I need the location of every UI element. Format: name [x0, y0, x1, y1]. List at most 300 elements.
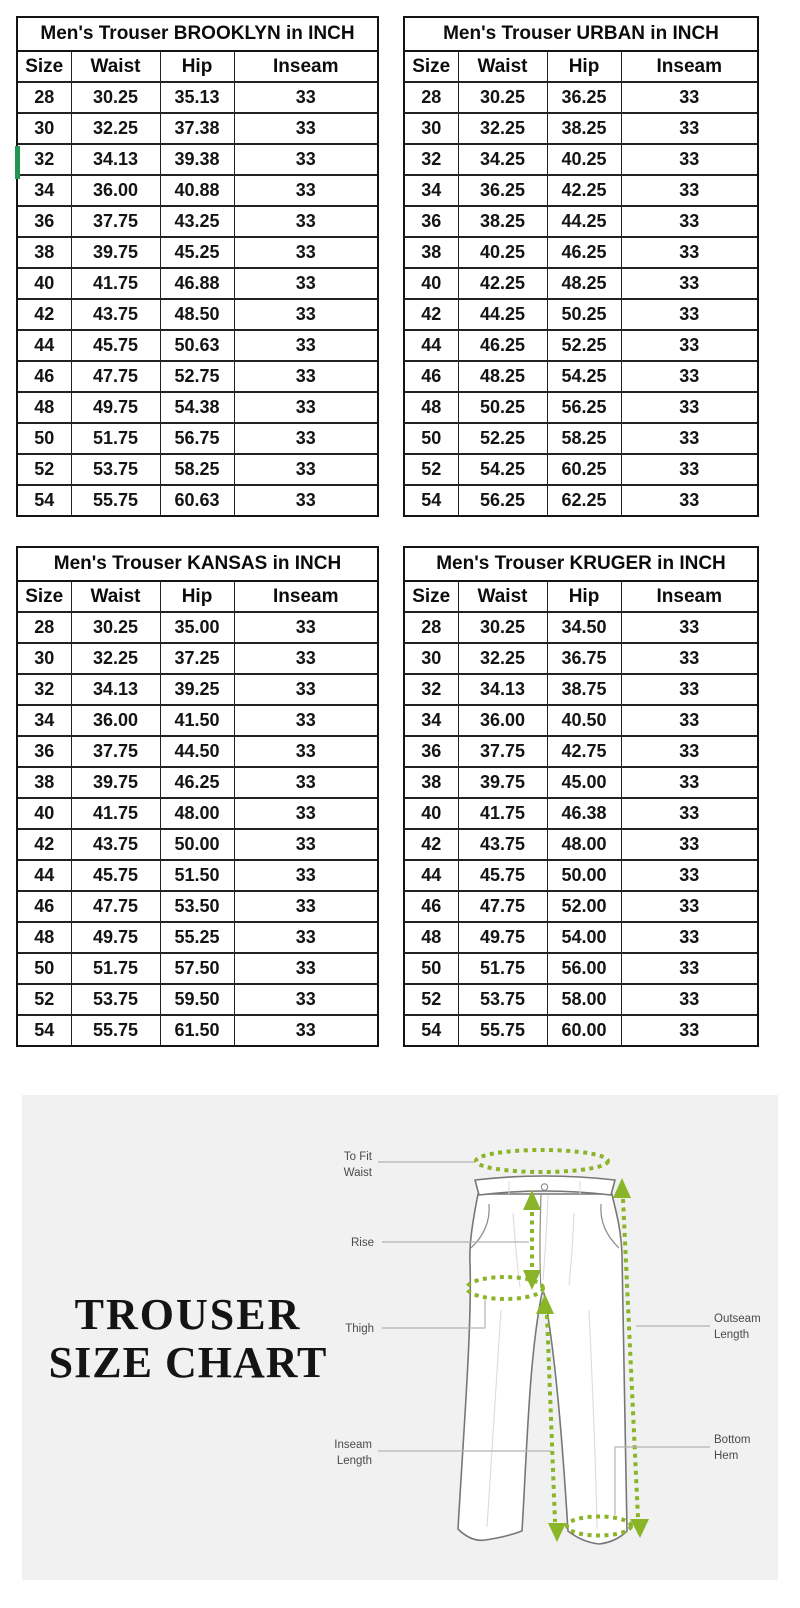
table-cell: 37.75 — [71, 206, 160, 237]
table-cell: 34 — [18, 705, 71, 736]
table-cell: 50.63 — [160, 330, 234, 361]
header-row — [405, 52, 757, 82]
table-row — [405, 860, 757, 891]
table-cell: 38 — [405, 237, 458, 268]
table-cell: 42.25 — [458, 268, 547, 299]
table-cell: 46.38 — [547, 798, 621, 829]
table-cell: 35.13 — [160, 82, 234, 113]
table-cell: 60.25 — [547, 454, 621, 485]
label-inseam-length: Length — [336, 1455, 372, 1467]
table-row — [405, 891, 757, 922]
table-cell: 51.75 — [458, 953, 547, 984]
table-cell: 33 — [234, 891, 377, 922]
table-cell: 44.25 — [547, 206, 621, 237]
table-row — [405, 206, 757, 237]
table-cell: 33 — [234, 175, 377, 206]
trouser-measurement-illustration — [22, 1095, 778, 1580]
table-row — [18, 454, 377, 485]
table-cell: 33 — [621, 984, 757, 1015]
table-row — [18, 1015, 377, 1045]
table-cell: 32 — [18, 674, 71, 705]
column-header: Size — [412, 55, 451, 77]
column-header: Waist — [71, 582, 160, 612]
table-cell: 30 — [405, 643, 458, 674]
table-cell: 58.25 — [160, 454, 234, 485]
table-row — [405, 82, 757, 113]
table-cell: 33 — [234, 454, 377, 485]
table-cell: 32.25 — [458, 643, 547, 674]
table-cell: 33 — [234, 1015, 377, 1045]
table-cell: 53.75 — [458, 984, 547, 1015]
table-cell: 33 — [621, 767, 757, 798]
table-cell: 38 — [18, 767, 71, 798]
table-cell: 33 — [621, 237, 757, 268]
table-cell: 56.75 — [160, 423, 234, 454]
table-row — [18, 206, 377, 237]
table-cell: 28 — [18, 82, 71, 113]
table-cell: 28 — [405, 82, 458, 113]
table-cell: 39.25 — [160, 674, 234, 705]
table-cell: 33 — [621, 361, 757, 392]
column-header: Inseam — [234, 582, 377, 612]
table-cell: 46 — [18, 361, 71, 392]
table-row — [405, 330, 757, 361]
table-cell: 32 — [405, 144, 458, 175]
table-row — [18, 953, 377, 984]
header-row — [18, 582, 377, 612]
table-cell: 48.25 — [458, 361, 547, 392]
table-row — [405, 392, 757, 423]
table-cell: 36.25 — [458, 175, 547, 206]
table-cell: 33 — [234, 612, 377, 643]
measurement-diagram-panel — [22, 1095, 778, 1580]
table-cell: 44 — [18, 330, 71, 361]
table-cell: 33 — [621, 82, 757, 113]
table-cell: 33 — [621, 953, 757, 984]
table-row — [18, 891, 377, 922]
table-cell: 36.25 — [547, 82, 621, 113]
table-row — [18, 330, 377, 361]
table-cell: 46.88 — [160, 268, 234, 299]
size-table-kansas — [16, 546, 379, 1047]
table-row — [405, 175, 757, 206]
table-cell: 56.25 — [547, 392, 621, 423]
table-cell: 34.13 — [71, 674, 160, 705]
table-cell: 45.00 — [547, 767, 621, 798]
table-cell: 33 — [621, 891, 757, 922]
table-cell: 36 — [18, 736, 71, 767]
table-cell: 49.75 — [71, 392, 160, 423]
table-row — [405, 361, 757, 392]
table-cell: 53.75 — [71, 984, 160, 1015]
table-cell: 36 — [405, 206, 458, 237]
table-cell: 47.75 — [458, 891, 547, 922]
table-row — [405, 767, 757, 798]
table-cell: 55.75 — [458, 1015, 547, 1045]
table-row — [405, 705, 757, 736]
table-cell: 33 — [234, 643, 377, 674]
table-cell: 52.25 — [547, 330, 621, 361]
table-cell: 32.25 — [71, 643, 160, 674]
table-row — [405, 485, 757, 515]
table-cell: 57.50 — [160, 953, 234, 984]
label-rise: Rise — [350, 1237, 374, 1249]
table-cell: 37.25 — [160, 643, 234, 674]
table-cell: 45.25 — [160, 237, 234, 268]
table-cell: 40.25 — [547, 144, 621, 175]
table-cell: 33 — [621, 113, 757, 144]
table-cell: 50.25 — [458, 392, 547, 423]
table-cell: 48 — [405, 392, 458, 423]
table-cell: 58.25 — [547, 423, 621, 454]
table-cell: 36.00 — [71, 175, 160, 206]
table-cell: 51.75 — [71, 953, 160, 984]
table-row — [18, 612, 377, 643]
table-cell: 52.75 — [160, 361, 234, 392]
table-cell: 60.00 — [547, 1015, 621, 1045]
table-row — [405, 643, 757, 674]
bottom-hem-connector — [615, 1447, 710, 1515]
table-cell: 43.75 — [71, 829, 160, 860]
table-title: Men's Trouser BROOKLYN in INCH — [18, 18, 377, 52]
table-cell: 39.75 — [458, 767, 547, 798]
table-cell: 33 — [621, 736, 757, 767]
table-cell: 33 — [621, 144, 757, 175]
table-row — [18, 423, 377, 454]
table-cell: 47.75 — [71, 891, 160, 922]
column-header: Size — [412, 585, 451, 607]
table-cell: 45.75 — [71, 330, 160, 361]
table-row — [18, 485, 377, 515]
table-cell: 33 — [234, 798, 377, 829]
table-row — [18, 922, 377, 953]
table-cell: 40 — [405, 268, 458, 299]
table-cell: 34.50 — [547, 612, 621, 643]
table-cell: 32.25 — [71, 113, 160, 144]
table-cell: 46.25 — [160, 767, 234, 798]
table-cell: 52 — [405, 984, 458, 1015]
table-cell: 52.00 — [547, 891, 621, 922]
table-cell: 33 — [234, 299, 377, 330]
table-cell: 36 — [405, 736, 458, 767]
table-cell: 42 — [405, 299, 458, 330]
table-cell: 37.38 — [160, 113, 234, 144]
table-cell: 41.75 — [71, 268, 160, 299]
table-title: Men's Trouser KRUGER in INCH — [405, 548, 757, 582]
table-cell: 52 — [18, 454, 71, 485]
table-cell: 33 — [234, 268, 377, 299]
waist-button — [541, 1184, 547, 1190]
table-cell: 30 — [18, 113, 71, 144]
table-cell: 36.00 — [71, 705, 160, 736]
table-cell: 40 — [405, 798, 458, 829]
table-cell: 33 — [234, 736, 377, 767]
table-cell: 55.25 — [160, 922, 234, 953]
table-cell: 33 — [234, 237, 377, 268]
label-bottom-hem: Bottom — [714, 1434, 751, 1446]
table-cell: 38 — [18, 237, 71, 268]
table-row — [18, 82, 377, 113]
table-cell: 48.00 — [160, 798, 234, 829]
column-header: Waist — [458, 52, 547, 82]
table-cell: 61.50 — [160, 1015, 234, 1045]
table-cell: 32.25 — [458, 113, 547, 144]
label-thigh: Thigh — [345, 1323, 374, 1335]
table-row — [18, 268, 377, 299]
table-cell: 46.25 — [547, 237, 621, 268]
table-row — [405, 237, 757, 268]
table-cell: 48.50 — [160, 299, 234, 330]
table-cell: 50 — [18, 423, 71, 454]
table-title: Men's Trouser URBAN in INCH — [405, 18, 757, 52]
table-cell: 41.50 — [160, 705, 234, 736]
table-row — [18, 299, 377, 330]
table-cell: 33 — [621, 674, 757, 705]
table-row — [18, 798, 377, 829]
header-row — [405, 582, 757, 612]
column-header: Size — [25, 55, 64, 77]
table-cell: 41.75 — [458, 798, 547, 829]
column-header: Size — [25, 585, 64, 607]
table-row — [405, 829, 757, 860]
table-cell: 55.75 — [71, 1015, 160, 1045]
table-cell: 49.75 — [458, 922, 547, 953]
table-row — [18, 237, 377, 268]
table-cell: 33 — [234, 423, 377, 454]
diagram-title-line2: SIZE CHART — [48, 1338, 328, 1387]
table-cell: 33 — [621, 829, 757, 860]
table-cell: 44 — [405, 860, 458, 891]
outseam-arrow-up — [613, 1178, 631, 1198]
table-cell: 33 — [234, 984, 377, 1015]
table-cell: 33 — [234, 922, 377, 953]
table-cell: 54.38 — [160, 392, 234, 423]
table-row — [18, 767, 377, 798]
column-header: Inseam — [621, 582, 757, 612]
label-to-fit-waist: To Fit — [343, 1151, 372, 1163]
table-cell: 36.00 — [458, 705, 547, 736]
table-row — [18, 829, 377, 860]
table-cell: 33 — [621, 612, 757, 643]
table-row — [18, 705, 377, 736]
table-cell: 33 — [621, 1015, 757, 1045]
table-cell: 45.75 — [458, 860, 547, 891]
table-cell: 34.25 — [458, 144, 547, 175]
table-cell: 40.88 — [160, 175, 234, 206]
table-cell: 33 — [234, 206, 377, 237]
table-cell: 34.13 — [71, 144, 160, 175]
table-cell: 35.00 — [160, 612, 234, 643]
label-bottom-hem: Hem — [714, 1450, 739, 1462]
table-cell: 52.25 — [458, 423, 547, 454]
diagram-title-line1: TROUSER — [74, 1290, 302, 1339]
table-cell: 46.25 — [458, 330, 547, 361]
table-cell: 37.75 — [71, 736, 160, 767]
column-header: Hip — [547, 52, 621, 82]
table-cell: 49.75 — [71, 922, 160, 953]
table-cell: 54 — [18, 1015, 71, 1045]
table-row — [405, 454, 757, 485]
table-row — [18, 144, 377, 175]
size-table-urban — [403, 16, 759, 517]
table-cell: 30.25 — [458, 612, 547, 643]
table-cell: 33 — [234, 860, 377, 891]
table-cell: 42.25 — [547, 175, 621, 206]
table-row — [18, 361, 377, 392]
size-table-brooklyn — [16, 16, 379, 517]
trouser-silhouette — [458, 1194, 627, 1544]
table-cell: 33 — [621, 454, 757, 485]
table-cell: 60.63 — [160, 485, 234, 515]
table-cell: 39.75 — [71, 237, 160, 268]
table-cell: 51.50 — [160, 860, 234, 891]
table-cell: 33 — [621, 423, 757, 454]
table-row — [18, 736, 377, 767]
table-cell: 56.00 — [547, 953, 621, 984]
table-title: Men's Trouser KANSAS in INCH — [18, 548, 377, 582]
table-cell: 42 — [18, 299, 71, 330]
table-cell: 44.50 — [160, 736, 234, 767]
table-cell: 34 — [405, 705, 458, 736]
table-cell: 46 — [405, 891, 458, 922]
table-cell: 62.25 — [547, 485, 621, 515]
table-row — [405, 423, 757, 454]
table-row — [405, 798, 757, 829]
table-cell: 54 — [18, 485, 71, 515]
column-header: Inseam — [234, 52, 377, 82]
size-table-grid — [405, 582, 757, 1045]
table-cell: 33 — [621, 268, 757, 299]
column-header: Hip — [160, 582, 234, 612]
table-cell: 41.75 — [71, 798, 160, 829]
table-cell: 36.75 — [547, 643, 621, 674]
table-cell: 33 — [621, 206, 757, 237]
table-cell: 43.75 — [71, 299, 160, 330]
table-row — [405, 922, 757, 953]
table-cell: 50.25 — [547, 299, 621, 330]
outseam-arrow-down — [630, 1519, 649, 1538]
table-row — [18, 113, 377, 144]
table-cell: 34 — [18, 175, 71, 206]
table-cell: 33 — [621, 643, 757, 674]
table-cell: 47.75 — [71, 361, 160, 392]
table-row — [405, 984, 757, 1015]
table-cell: 33 — [234, 144, 377, 175]
table-cell: 58.00 — [547, 984, 621, 1015]
table-cell: 50.00 — [547, 860, 621, 891]
table-cell: 34.13 — [458, 674, 547, 705]
table-cell: 33 — [234, 113, 377, 144]
waist-measure-ellipse — [476, 1150, 608, 1172]
table-row — [405, 113, 757, 144]
table-cell: 33 — [621, 330, 757, 361]
size-table-grid — [18, 582, 377, 1045]
table-cell: 42 — [405, 829, 458, 860]
table-cell: 48.00 — [547, 829, 621, 860]
table-cell: 48 — [405, 922, 458, 953]
table-cell: 44 — [405, 330, 458, 361]
table-cell: 52 — [18, 984, 71, 1015]
table-cell: 40.25 — [458, 237, 547, 268]
table-cell: 44 — [18, 860, 71, 891]
table-cell: 48 — [18, 392, 71, 423]
table-cell: 33 — [234, 953, 377, 984]
table-cell: 39.75 — [71, 767, 160, 798]
table-cell: 33 — [621, 485, 757, 515]
table-cell: 38 — [405, 767, 458, 798]
label-to-fit-waist: Waist — [343, 1167, 372, 1179]
table-cell: 28 — [405, 612, 458, 643]
table-cell: 42.75 — [547, 736, 621, 767]
column-header: Inseam — [621, 52, 757, 82]
table-cell: 28 — [18, 612, 71, 643]
label-outseam-length: Length — [714, 1329, 750, 1341]
table-cell: 40.50 — [547, 705, 621, 736]
table-cell: 54.00 — [547, 922, 621, 953]
table-row — [18, 392, 377, 423]
table-cell: 33 — [234, 767, 377, 798]
column-header: Waist — [71, 52, 160, 82]
column-header: Waist — [458, 582, 547, 612]
table-cell: 30 — [405, 113, 458, 144]
table-cell: 32 — [18, 144, 71, 175]
inseam-arrow-down — [548, 1523, 566, 1542]
table-row — [405, 299, 757, 330]
table-cell: 40 — [18, 268, 71, 299]
table-cell: 53.50 — [160, 891, 234, 922]
trouser-drawing — [458, 1176, 627, 1544]
table-cell: 52 — [405, 454, 458, 485]
table-cell: 46 — [405, 361, 458, 392]
table-cell: 43.75 — [458, 829, 547, 860]
table-cell: 38.25 — [547, 113, 621, 144]
table-cell: 38.75 — [547, 674, 621, 705]
table-cell: 33 — [234, 330, 377, 361]
table-cell: 59.50 — [160, 984, 234, 1015]
table-row — [18, 860, 377, 891]
table-cell: 40 — [18, 798, 71, 829]
table-cell: 33 — [621, 922, 757, 953]
label-outseam-length: Outseam — [714, 1313, 761, 1325]
size-table-kruger — [403, 546, 759, 1047]
table-cell: 33 — [234, 82, 377, 113]
table-cell: 56.25 — [458, 485, 547, 515]
row-selection-marker — [15, 146, 20, 179]
label-inseam-length: Inseam — [334, 1439, 372, 1451]
column-header: Hip — [547, 582, 621, 612]
column-header: Hip — [160, 52, 234, 82]
table-cell: 54 — [405, 1015, 458, 1045]
table-cell: 33 — [234, 705, 377, 736]
table-cell: 42 — [18, 829, 71, 860]
table-cell: 33 — [234, 392, 377, 423]
table-row — [18, 175, 377, 206]
table-cell: 34 — [405, 175, 458, 206]
table-cell: 54.25 — [547, 361, 621, 392]
table-cell: 39.38 — [160, 144, 234, 175]
table-row — [18, 984, 377, 1015]
size-table-grid — [18, 52, 377, 515]
table-row — [405, 674, 757, 705]
table-cell: 55.75 — [71, 485, 160, 515]
table-cell: 50.00 — [160, 829, 234, 860]
table-cell: 33 — [621, 705, 757, 736]
table-cell: 44.25 — [458, 299, 547, 330]
table-cell: 33 — [234, 361, 377, 392]
table-cell: 33 — [234, 674, 377, 705]
table-cell: 45.75 — [71, 860, 160, 891]
table-row — [18, 674, 377, 705]
